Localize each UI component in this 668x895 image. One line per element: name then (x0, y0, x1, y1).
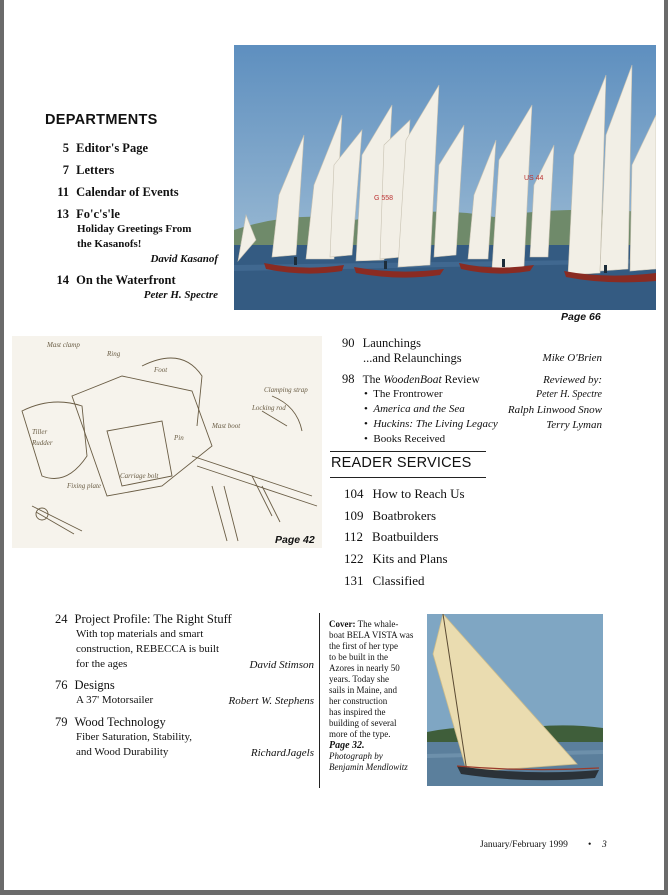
sketch-label: Ring (107, 350, 121, 358)
cover-page-ref[interactable]: Page 32. (329, 740, 365, 751)
feature-title: Project Profile: The Right Stuff (74, 612, 232, 626)
feature-desc: construction, REBECCA is built (76, 643, 220, 655)
feature-num: 79 (55, 715, 68, 729)
rs-num: 104 (344, 486, 364, 501)
toc-title-post: Review (441, 374, 480, 386)
rs-num: 109 (344, 508, 364, 523)
dept-author: Peter H. Spectre (143, 289, 218, 301)
magazine-page (4, 0, 664, 890)
departments-heading: DEPARTMENTS (45, 112, 158, 128)
rs-rule-top (330, 451, 486, 452)
toc-item-launchings[interactable] (342, 336, 421, 351)
cover-line: years. Today she (329, 674, 389, 684)
toc-title: Launchings (362, 336, 421, 350)
cover-credit: Benjamin Mendlowitz (329, 762, 408, 772)
toc-author: Mike O'Brien (542, 352, 602, 364)
review-item[interactable]: • Books Received (364, 433, 446, 445)
sketch-label: Fixing plate (67, 482, 102, 490)
cover-line: her construction (329, 696, 388, 706)
rs-item-boatbrokers[interactable] (344, 508, 436, 524)
dept-num: 11 (57, 185, 69, 199)
dept-num: 13 (56, 207, 69, 221)
photo-caption: Page 66 (561, 311, 601, 323)
rs-item-classified[interactable] (344, 573, 425, 589)
reviewer: Peter H. Spectre (536, 389, 602, 400)
feature-author: Robert W. Stephens (228, 695, 314, 707)
rs-num: 112 (344, 529, 364, 544)
dept-item-editors-page[interactable] (45, 141, 148, 156)
feature-num: 76 (55, 678, 68, 692)
sketch-label: Locking rod (252, 404, 286, 412)
rs-rule-bottom (330, 477, 486, 478)
dept-sub: the Kasanofs! (77, 238, 142, 250)
sketch-label: Clamping strap (264, 386, 308, 394)
dept-item-letters[interactable] (45, 163, 114, 178)
sketch-label: Tiller (32, 428, 48, 436)
dept-title: Fo'c's'le (76, 207, 120, 221)
review-title: Books Received (373, 433, 446, 445)
dept-item-focsle[interactable] (45, 207, 120, 222)
dept-item-waterfront[interactable] (45, 273, 176, 288)
toc-item-review[interactable] (342, 372, 480, 387)
column-rule (319, 613, 320, 788)
review-title: The Frontrower (373, 388, 443, 400)
reader-services-heading: READER SERVICES (331, 455, 472, 471)
review-item[interactable]: • The Frontrower (364, 388, 443, 400)
feature-num: 24 (55, 612, 68, 626)
cover-line: Azores in nearly 50 (329, 663, 400, 673)
dept-item-calendar[interactable] (45, 185, 179, 200)
cover-line: building of several (329, 718, 397, 728)
rs-item-kits-plans[interactable] (344, 551, 448, 567)
dept-num: 7 (62, 163, 69, 177)
feature-project-profile[interactable] (55, 612, 232, 627)
feature-wood-technology[interactable] (55, 715, 166, 730)
dept-title: Letters (76, 163, 115, 177)
toc-subtitle: ...and Relaunchings (363, 351, 462, 365)
sketch-label: Rudder (32, 439, 53, 447)
cover-blurb (329, 619, 424, 773)
review-title: America and the Sea (373, 403, 465, 415)
sketch-label: Mast boot (212, 422, 241, 430)
cover-line: sails in Maine, and (329, 685, 397, 695)
cover-lead: Cover: (329, 619, 356, 629)
review-item[interactable]: • Huckins: The Living Legacy (364, 418, 498, 430)
feature-desc: Fiber Saturation, Stability, (76, 731, 192, 743)
cover-line: more of the type. (329, 729, 391, 739)
rudder-sketch[interactable] (12, 336, 322, 548)
review-title-rest: The Living Legacy (413, 418, 498, 430)
reviewer: Terry Lyman (546, 419, 602, 431)
svg-text:G 558: G 558 (374, 195, 394, 202)
feature-desc: and Wood Durability (76, 746, 169, 758)
dept-title: Calendar of Events (76, 185, 179, 199)
rs-title: Boatbuilders (372, 529, 439, 544)
sketch-label: Pin (174, 434, 184, 442)
rs-num: 131 (344, 573, 364, 588)
feature-author: David Stimson (249, 659, 314, 671)
cover-line: boat BELA VISTA was (329, 630, 414, 640)
feature-author: RichardJagels (250, 747, 314, 759)
issue-date: January/February 1999 (480, 840, 568, 850)
dept-sub: Holiday Greetings From (77, 223, 192, 235)
dept-num: 14 (56, 273, 69, 287)
dept-title: Editor's Page (76, 141, 148, 155)
feature-desc: for the ages (76, 658, 128, 670)
reviewer: Ralph Linwood Snow (507, 404, 602, 416)
sketch-label: Carriage bolt (120, 472, 159, 480)
sketch-label: Foot (154, 366, 168, 374)
cover-line: The whale- (355, 619, 399, 629)
dept-title: On the Waterfront (76, 273, 176, 287)
toc-title-em: WoodenBoat (383, 374, 442, 386)
cover-line: the first of her type (329, 641, 398, 651)
sketch-caption: Page 42 (275, 534, 315, 546)
toc-num: 90 (342, 336, 355, 350)
toc-num: 98 (342, 372, 355, 386)
rs-title: How to Reach Us (372, 486, 465, 501)
toc-title-pre: The (362, 374, 384, 386)
feature-designs[interactable] (55, 678, 115, 693)
rs-item-boatbuilders[interactable] (344, 529, 438, 545)
feature-title: Wood Technology (74, 715, 166, 729)
regatta-photo[interactable] (234, 45, 656, 310)
feature-desc: A 37' Motorsailer (76, 694, 154, 706)
sketch-label: Mast clamp (47, 341, 80, 349)
reviewed-by-label: Reviewed by: (543, 374, 602, 386)
rs-item-reach-us[interactable] (344, 486, 465, 502)
cover-photo[interactable] (427, 614, 603, 786)
page-number: 3 (602, 840, 607, 850)
cover-credit: Photograph by (329, 751, 383, 761)
rs-title: Kits and Plans (372, 551, 448, 566)
feature-desc: With top materials and smart (76, 628, 204, 640)
cover-line: has inspired the (329, 707, 386, 717)
rs-title: Classified (372, 573, 425, 588)
footer-separator: • (588, 840, 592, 850)
svg-text:US 44: US 44 (524, 175, 544, 182)
review-title-em: Huckins: (373, 418, 414, 430)
rs-title: Boatbrokers (372, 508, 437, 523)
dept-author: David Kasanof (150, 253, 218, 265)
review-item[interactable]: • America and the Sea (364, 403, 465, 415)
feature-title: Designs (74, 678, 115, 692)
rs-num: 122 (344, 551, 364, 566)
dept-num: 5 (62, 141, 69, 155)
cover-line: to be built in the (329, 652, 388, 662)
